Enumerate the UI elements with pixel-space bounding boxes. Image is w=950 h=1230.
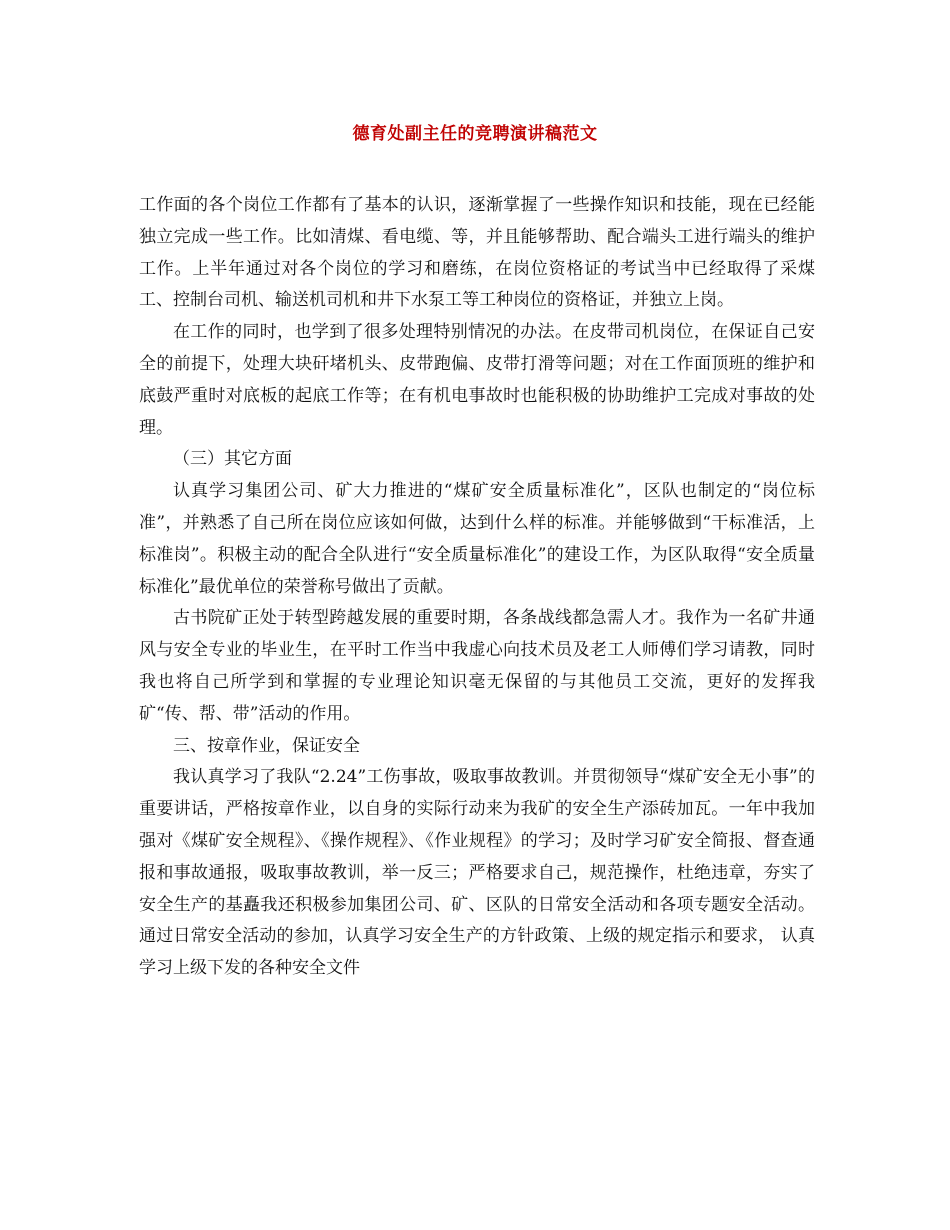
paragraph: 认真学习集团公司、矿大力推进的“煤矿安全质量标准化”，区队也制定的“岗位标准”，并熟悉了自己所在岗位应该如何做，达到什么样的标准。并能够做到“干标准活，上标准岗”。积极主动的配合全队进行“安全质量标准化”的建设工作，为区队取得“安全质量标准化”最优单位的荣誉称号做出了贡献。 [139,481,815,597]
section-heading: 三、按章作业，保证安全 [173,735,360,756]
paragraph: 我认真学习了我队“2.24”工伤事故，吸取事故教训。并贯彻领导“煤矿安全无小事”的重要讲话，严格按章作业，以自身的实际行动来为我矿的安全生产添砖加瓦。一年中我加强对《煤矿安全规程》、《操作规程》、《作业规程》的学习；及时学习矿安全简报、督查通报和事故通报，吸取事故教训，举一反三；严格要求自己，规范操作，杜绝违章，夯实了安全生产的基矗我还积极参加集团公司、矿、区队的日常安全活动和各项专题安全活动。通过日常安全活动的参加，认真学习安全生产的方针政策、上级的规定指示和要求， 认真学习上级下发的各种安全文件 [139,767,815,979]
document-title: 德育处副主任的竞聘演讲稿范文 [352,124,598,144]
paragraph: 在工作的同时，也学到了很多处理特别情况的办法。在皮带司机岗位，在保证自己安全的前提下，处理大块矸堵机头、皮带跑偏、皮带打滑等问题；对在工作面顶班的维护和底鼓严重时对底板的起底工作等；在有机电事故时也能积极的协助维护工完成对事故的处理。 [139,322,815,438]
section-heading: （三）其它方面 [173,449,292,470]
paragraph: 工作面的各个岗位工作都有了基本的认识，逐渐掌握了一些操作知识和技能，现在已经能独立完成一些工作。比如清煤、看电缆、等，并且能够帮助、配合端头工进行端头的维护工作。上半年通过对各个岗位的学习和磨练，在岗位资格证的考试当中已经取得了采煤工、控制台司机、输送机司机和井下水泵工等工种岗位的资格证，并独立上岗。 [139,195,815,311]
paragraph: 古书院矿正处于转型跨越发展的重要时期，各条战线都急需人才。我作为一名矿井通风与安全专业的毕业生，在平时工作当中我虚心向技术员及老工人师傅们学习请教，同时我也将自己所学到和掌握的专业理论知识毫无保留的与其他员工交流，更好的发挥我矿“传、帮、带”活动的作用。 [139,608,815,724]
document-body [139,190,815,985]
